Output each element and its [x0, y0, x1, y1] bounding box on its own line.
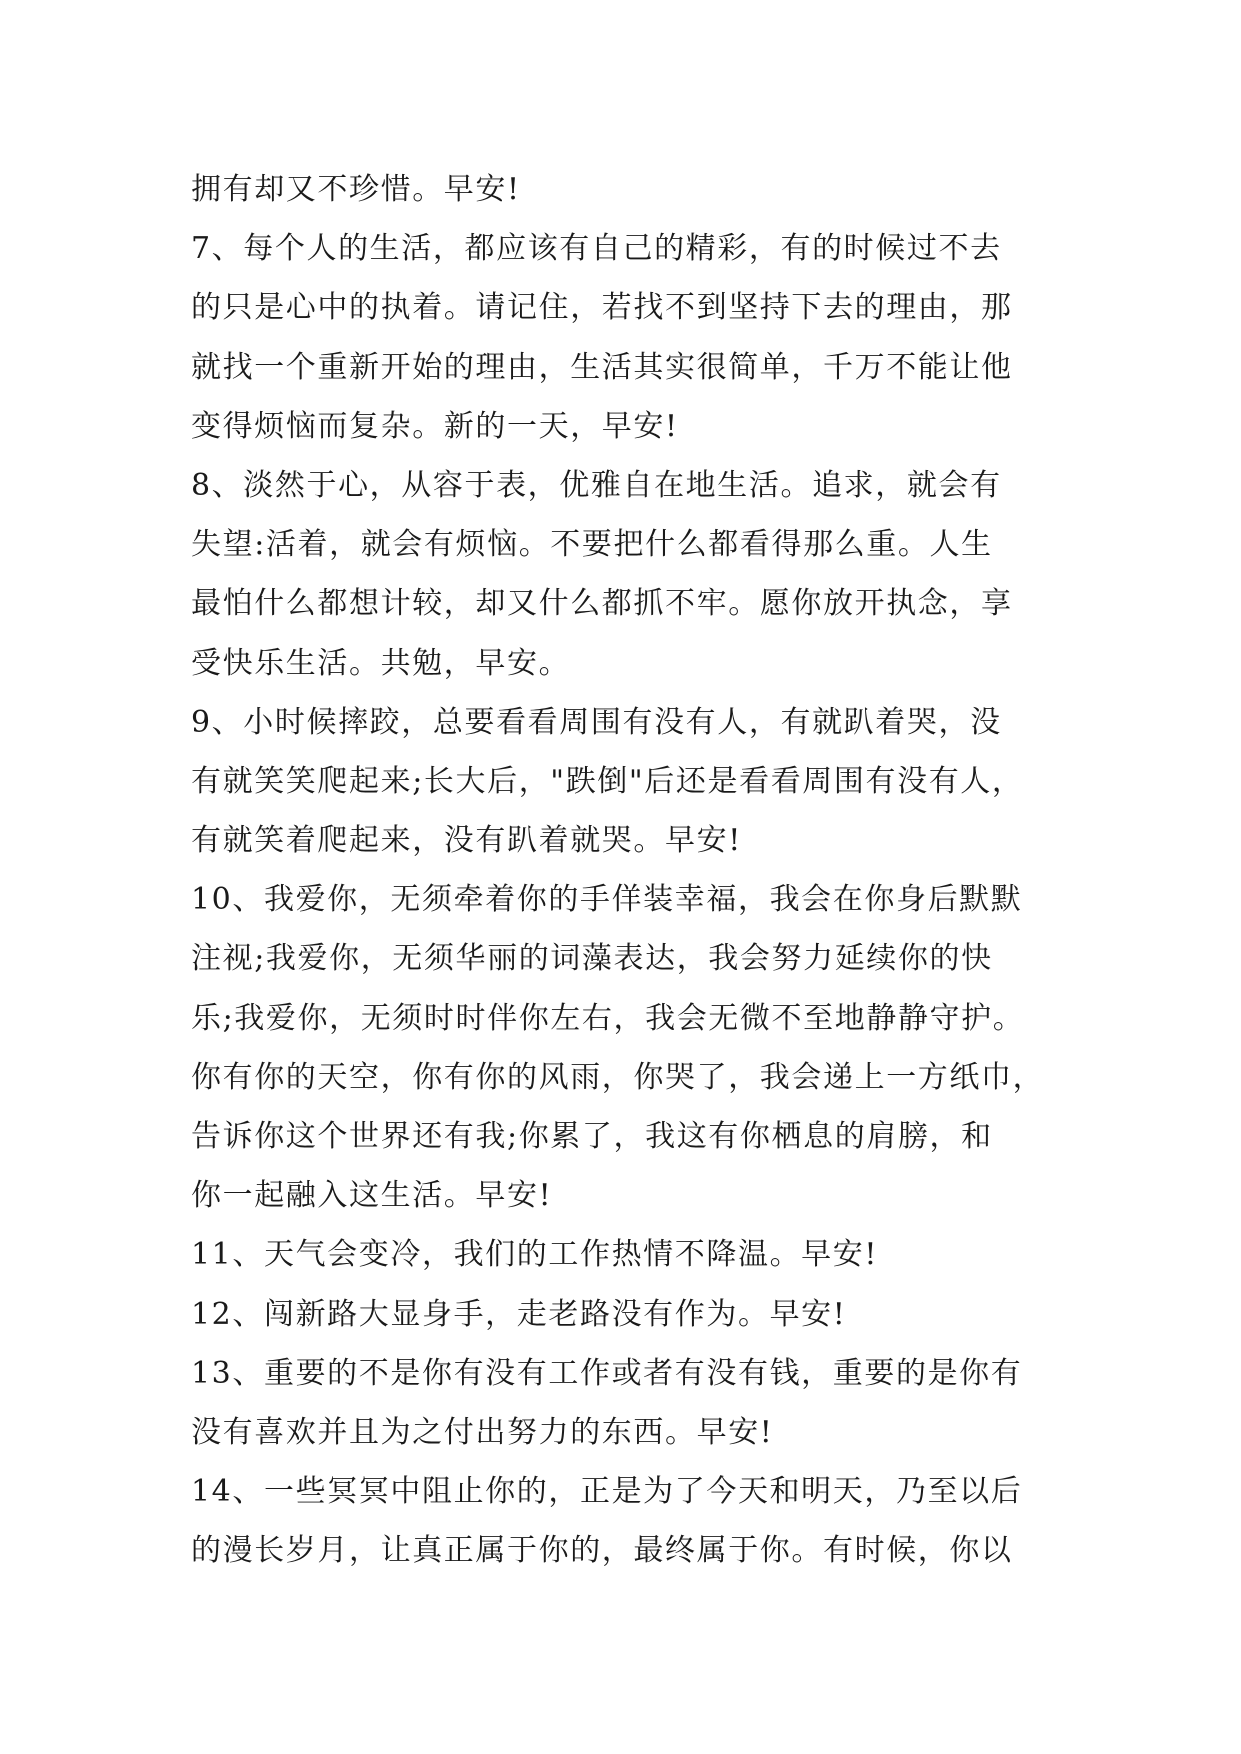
- text-line: 乐;我爱你，无须时时伴你左右，我会无微不至地静静守护。: [191, 1000, 1025, 1036]
- text-line: 拥有却又不珍惜。早安!: [191, 172, 521, 207]
- text-line: 有就笑着爬起来，没有趴着就哭。早安!: [191, 823, 742, 859]
- text-line: 受快乐生活。共勉，早安。: [191, 645, 571, 681]
- text-line: 失望:活着，就会有烦恼。不要把什么都看得那么重。人生: [191, 527, 993, 563]
- text-line: 你有你的天空，你有你的风雨，你哭了，我会递上一方纸巾，: [191, 1059, 1045, 1095]
- text-line: 14、一些冥冥中阻止你的，正是为了今天和明天，乃至以后: [191, 1474, 1023, 1510]
- text-line: 没有喜欢并且为之付出努力的东西。早安!: [191, 1414, 774, 1450]
- text-line: 11、天气会变冷，我们的工作热情不降温。早安!: [191, 1237, 879, 1273]
- text-line: 8、淡然于心，从容于表，优雅自在地生活。追求，就会有: [191, 467, 1002, 503]
- text-line: 7、每个人的生活，都应该有自己的精彩，有的时候过不去: [191, 231, 1002, 267]
- text-line: 有就笑笑爬起来;长大后，"跌倒"后还是看看周围有没有人，: [191, 763, 1024, 799]
- text-line: 告诉你这个世界还有我;你累了，我这有你栖息的肩膀，和: [191, 1119, 993, 1154]
- text-line: 10、我爱你，无须牵着你的手佯装幸福，我会在你身后默默: [191, 882, 1023, 918]
- text-line: 注视;我爱你，无须华丽的词藻表达，我会努力延续你的快: [191, 941, 993, 977]
- text-line: 的漫长岁月，让真正属于你的，最终属于你。有时候，你以: [191, 1533, 1013, 1569]
- text-line: 就找一个重新开始的理由，生活其实很简单，千万不能让他: [191, 349, 1013, 385]
- text-line: 12、闯新路大显身手，走老路没有作为。早安!: [191, 1296, 847, 1332]
- text-line: 13、重要的不是你有没有工作或者有没有钱，重要的是你有: [191, 1355, 1023, 1391]
- text-line: 最怕什么都想计较，却又什么都抓不牢。愿你放开执念，享: [191, 586, 1013, 622]
- text-line: 变得烦恼而复杂。新的一天，早安!: [191, 408, 679, 444]
- document-body: [191, 160, 1051, 1581]
- text-line: 你一起融入这生活。早安!: [191, 1178, 553, 1214]
- text-line: 9、小时候摔跤，总要看看周围有没有人，有就趴着哭，没: [191, 704, 1002, 740]
- text-line: 的只是心中的执着。请记住，若找不到坚持下去的理由，那: [191, 290, 1013, 326]
